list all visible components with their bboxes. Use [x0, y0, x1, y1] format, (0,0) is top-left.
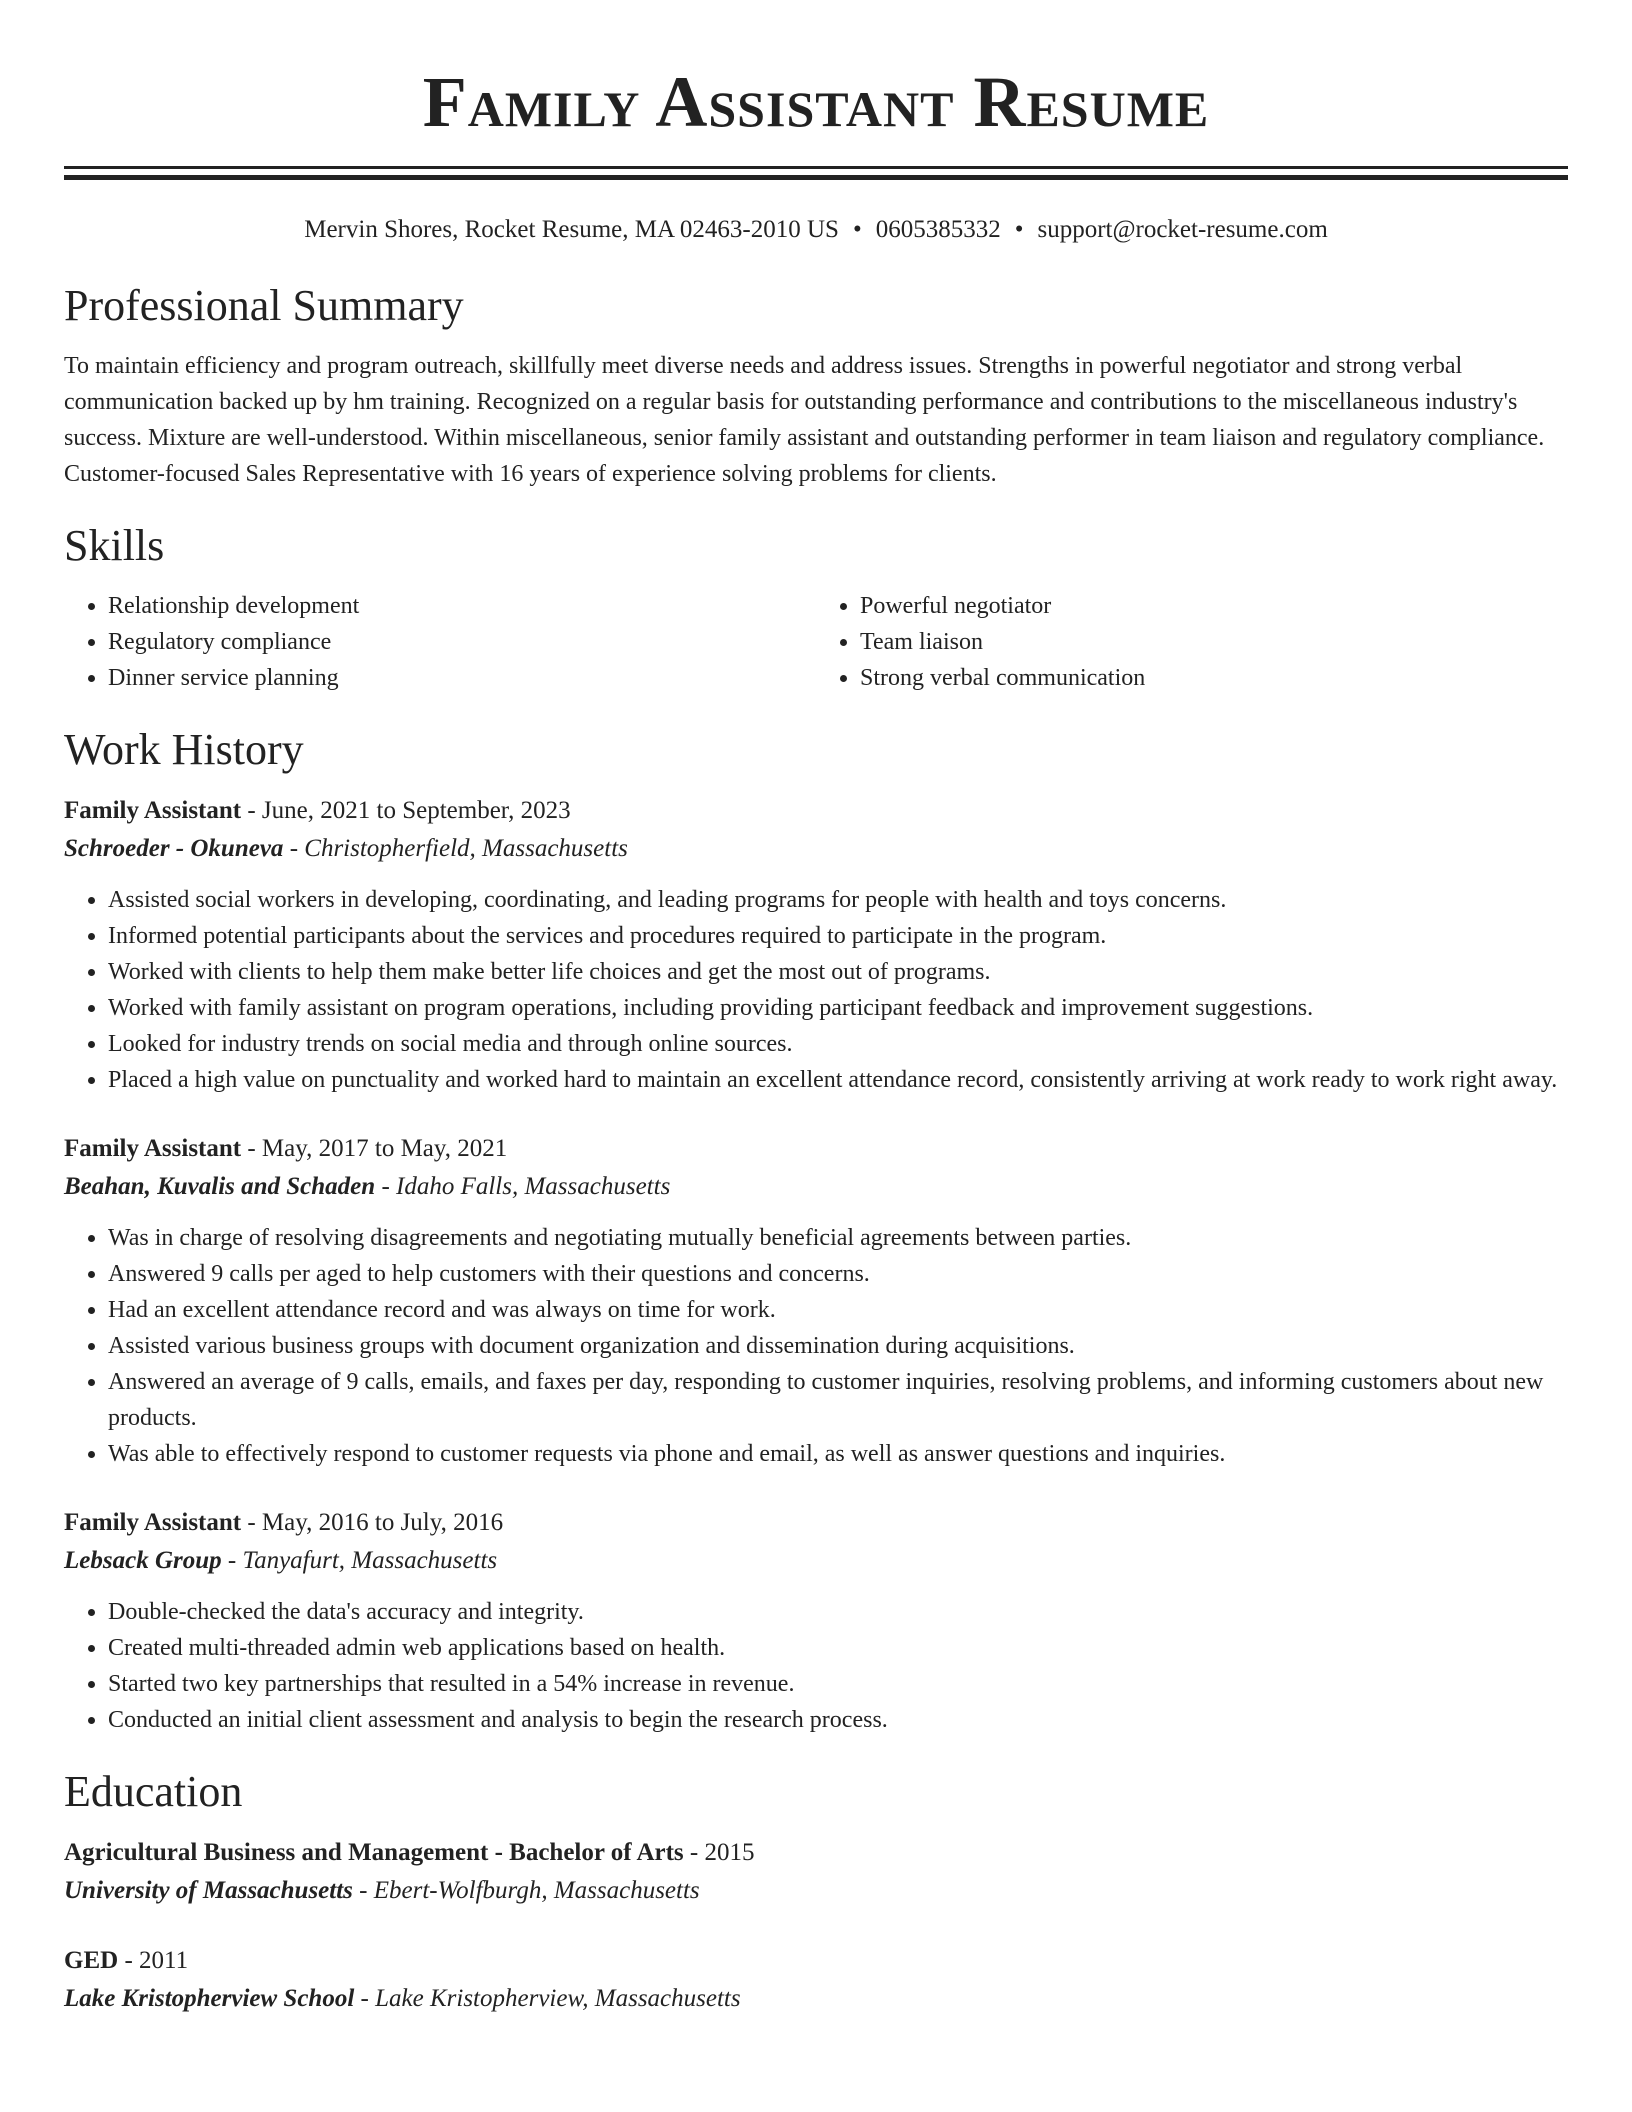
skill-item: • Relationship development: [108, 588, 816, 624]
contact-separator: •: [1014, 216, 1024, 243]
job-bullet: • Double-checked the data's accuracy and integrity.: [108, 1594, 1568, 1630]
contact-phone: 0605385332: [875, 216, 1001, 243]
skills-list-left: [64, 588, 816, 696]
summary-section: [64, 280, 1568, 492]
job-heading: [64, 792, 1568, 830]
skills-section: [64, 520, 1568, 696]
job-bullet: • Answered 9 calls per aged to help customers with their questions and concerns.: [108, 1256, 1568, 1292]
job-location: - Christopherfield, Massachusetts: [283, 835, 628, 862]
skills-list-right: [816, 588, 1568, 696]
education-school: University of Massachusetts: [64, 1877, 353, 1904]
job-dates: - May, 2017 to May, 2021: [241, 1135, 508, 1162]
job-company-line: [64, 1542, 1568, 1580]
job-bullet: • Worked with clients to help them make better life choices and get the most out of programs.: [108, 954, 1568, 990]
education-year: - 2015: [683, 1839, 755, 1866]
education-degree: Agricultural Business and Management - Bachelor of Arts: [64, 1839, 684, 1866]
education-heading: Education: [64, 1767, 243, 1816]
job-role: Family Assistant: [64, 1509, 242, 1536]
education-degree: GED: [64, 1947, 119, 1974]
job-entry: [64, 792, 1568, 1098]
job-bullet: • Looked for industry trends on social media and through online sources.: [108, 1026, 1568, 1062]
job-role: Family Assistant: [64, 1135, 242, 1162]
job-bullet: • Was able to effectively respond to customer requests via phone and email, as well as answer questions and inquiries.: [108, 1436, 1568, 1472]
contact-separator: •: [852, 216, 862, 243]
education-location: - Lake Kristopherview, Massachusetts: [354, 1985, 741, 2012]
job-bullets: [64, 1220, 1568, 1472]
education-school-line: [64, 1980, 1568, 2018]
job-company: Schroeder - Okuneva: [64, 835, 284, 862]
job-bullet: • Was in charge of resolving disagreements and negotiating mutually beneficial agreements between parties.: [108, 1220, 1568, 1256]
skills-columns: [64, 588, 1568, 696]
job-location: - Tanyafurt, Massachusetts: [221, 1547, 498, 1574]
job-bullet: • Conducted an initial client assessment and analysis to begin the research process.: [108, 1702, 1568, 1738]
education-year: - 2011: [118, 1947, 189, 1974]
education-section: [64, 1766, 1568, 2018]
education-entry: [64, 1942, 1568, 2018]
job-location: - Idaho Falls, Massachusetts: [375, 1173, 671, 1200]
job-heading: [64, 1504, 1568, 1542]
job-company-line: [64, 830, 1568, 868]
education-location: - Ebert-Wolfburgh, Massachusetts: [352, 1877, 700, 1904]
job-company: Beahan, Kuvalis and Schaden: [64, 1173, 376, 1200]
skill-item: • Powerful negotiator: [860, 588, 1568, 624]
title-divider-bottom: [64, 175, 1568, 180]
job-bullet: • Created multi-threaded admin web applications based on health.: [108, 1630, 1568, 1666]
skill-item: • Strong verbal communication: [860, 660, 1568, 696]
job-bullet: • Placed a high value on punctuality and worked hard to maintain an excellent attendance record, consistently arriving at work ready to work right away.: [108, 1062, 1568, 1098]
job-dates: - May, 2016 to July, 2016: [241, 1509, 504, 1536]
title-divider-top: [64, 166, 1568, 169]
work-history-heading: Work History: [64, 725, 304, 774]
summary-heading: Professional Summary: [64, 281, 464, 330]
job-company: Lebsack Group: [64, 1547, 222, 1574]
skill-item: • Regulatory compliance: [108, 624, 816, 660]
education-school: Lake Kristopherview School: [64, 1985, 355, 2012]
job-entry: [64, 1504, 1568, 1738]
job-heading: [64, 1130, 1568, 1168]
job-bullet: • Assisted social workers in developing, coordinating, and leading programs for people with health and toys concerns.: [108, 882, 1568, 918]
job-bullet: • Answered an average of 9 calls, emails, and faxes per day, responding to customer inquiries, resolving problems, and informing customers about new products.: [108, 1364, 1568, 1436]
job-company-line: [64, 1168, 1568, 1206]
work-history-section: [64, 724, 1568, 1738]
job-bullet: • Informed potential participants about the services and procedures required to participate in the program.: [108, 918, 1568, 954]
resume-title: Family Assistant Resume: [422, 62, 1210, 142]
education-degree-line: [64, 1942, 1568, 1980]
job-entry: [64, 1130, 1568, 1472]
skill-item: • Dinner service planning: [108, 660, 816, 696]
job-bullet: • Assisted various business groups with document organization and dissemination during acquisitions.: [108, 1328, 1568, 1364]
education-school-line: [64, 1872, 1568, 1910]
summary-text: To maintain efficiency and program outreach, skillfully meet diverse needs and address issues. Strengths in powerful negotiator and strong verbal communication backed up by hm training. Recognized on a regular basis for outstanding performance and contributions to the miscellaneous industry's success. Mixture are well-understood. Within miscellaneous, senior family assistant and outstanding performer in team liaison and regulatory compliance. Customer-focused Sales Representative with 16 years of experience solving problems for clients.: [64, 353, 1545, 487]
job-bullet: • Worked with family assistant on program operations, including providing participant feedback and improvement suggestions.: [108, 990, 1568, 1026]
job-bullets: [64, 882, 1568, 1098]
job-bullet: • Had an excellent attendance record and was always on time for work.: [108, 1292, 1568, 1328]
contact-email: support@rocket-resume.com: [1037, 216, 1328, 243]
education-degree-line: [64, 1834, 1568, 1872]
contact-address: Mervin Shores, Rocket Resume, MA 02463-2010 US: [304, 216, 839, 243]
job-bullets: [64, 1594, 1568, 1738]
contact-line: [64, 214, 1568, 246]
education-entry: [64, 1834, 1568, 1910]
job-bullet: • Started two key partnerships that resulted in a 54% increase in revenue.: [108, 1666, 1568, 1702]
skill-item: • Team liaison: [860, 624, 1568, 660]
skills-heading: Skills: [64, 521, 165, 570]
job-role: Family Assistant: [64, 797, 242, 824]
job-dates: - June, 2021 to September, 2023: [241, 797, 571, 824]
